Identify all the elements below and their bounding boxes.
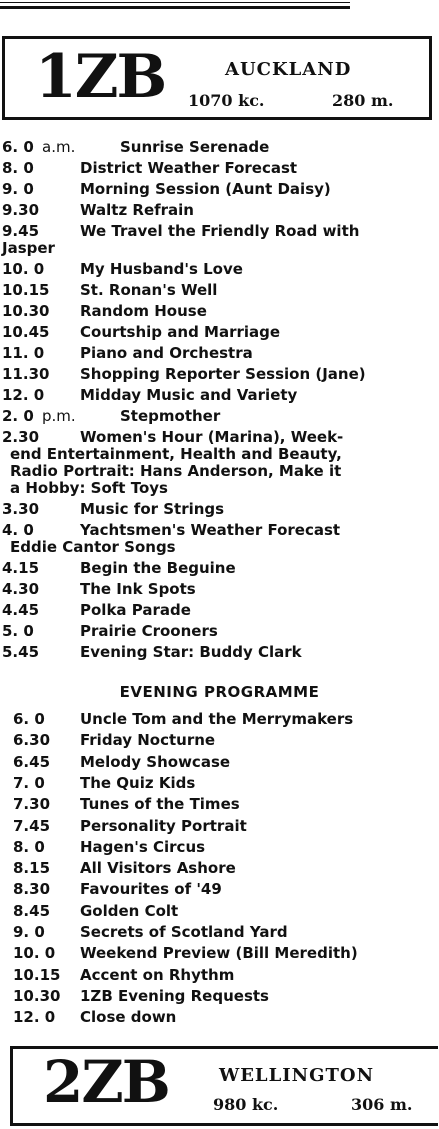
schedule-programme-continued: end Entertainment, Health and Beauty,: [10, 445, 342, 463]
schedule-programme-continued: Eddie Cantor Songs: [10, 538, 176, 556]
schedule-programme: Polka Parade: [80, 601, 191, 619]
schedule-programme: St. Ronan's Well: [80, 281, 218, 299]
schedule-programme: Close down: [80, 1008, 177, 1027]
schedule-time: 8. 0: [2, 159, 34, 177]
schedule-programme: 1ZB Evening Requests: [80, 986, 269, 1005]
schedule-time: 12. 0: [2, 386, 45, 404]
schedule-time: 10.30: [2, 302, 50, 320]
schedule-time: 8.45: [13, 901, 51, 920]
schedule-time: 6.45: [13, 752, 51, 771]
schedule-programme: The Ink Spots: [80, 580, 196, 598]
schedule-time: 10. 0: [13, 944, 56, 963]
schedule-programme: Stepmother: [120, 407, 221, 425]
schedule-ampm: a.m.: [42, 138, 76, 156]
station-callsign: 2ZB: [43, 1048, 169, 1116]
schedule-programme: Friday Nocturne: [80, 731, 216, 750]
schedule-time: 4.15: [2, 559, 40, 577]
schedule-programme-continued: Jasper: [2, 239, 55, 257]
schedule-time: 6. 0: [13, 710, 45, 728]
schedule-time: 9.30: [2, 201, 40, 219]
schedule-programme: We Travel the Friendly Road with: [80, 222, 360, 240]
schedule-time: 4. 0: [2, 521, 34, 539]
schedule-programme: Evening Star: Buddy Clark: [80, 643, 302, 661]
station-city: AUCKLAND: [225, 59, 352, 80]
schedule-programme: Personality Portrait: [80, 816, 247, 835]
schedule-time: 10. 0: [2, 260, 45, 278]
schedule-time: 8.30: [13, 880, 51, 899]
station-frequency: 1070 kc.: [188, 91, 265, 110]
station-frequency: 980 kc.: [213, 1095, 279, 1114]
schedule-programme: Random House: [80, 302, 207, 320]
schedule-programme-continued: Radio Portrait: Hans Anderson, Make it: [10, 462, 342, 480]
schedule-time: 9.45: [2, 222, 40, 240]
schedule-time: 6.30: [13, 731, 51, 750]
schedule-programme: Courtship and Marriage: [80, 323, 281, 341]
evening-programme-heading: EVENING PROGRAMME: [119, 683, 320, 701]
schedule-time: 4.45: [2, 601, 40, 619]
schedule-time: 10.15: [2, 281, 50, 299]
schedule-time: 5.45: [2, 643, 40, 661]
station-wavelength: 280 m.: [332, 91, 394, 110]
schedule-time: 9. 0: [2, 180, 34, 198]
schedule-time: 11. 0: [2, 344, 45, 362]
schedule-time: 7. 0: [13, 773, 45, 792]
schedule-time: 8. 0: [13, 837, 45, 856]
schedule-programme: All Visitors Ashore: [80, 859, 236, 878]
top-rule: [0, 6, 350, 9]
schedule-programme-continued: a Hobby: Soft Toys: [10, 479, 168, 497]
schedule-time: 4.30: [2, 580, 40, 598]
station-city: WELLINGTON: [219, 1065, 375, 1086]
schedule-programme: Accent on Rhythm: [80, 965, 235, 984]
schedule-programme: Favourites of '49: [80, 880, 222, 899]
schedule-programme: Tunes of the Times: [80, 795, 240, 814]
schedule-programme: Women's Hour (Marina), Week-: [80, 428, 344, 446]
schedule-time: 8.15: [13, 859, 51, 878]
schedule-programme: Begin the Beguine: [80, 559, 236, 577]
schedule-programme: Morning Session (Aunt Daisy): [80, 180, 331, 198]
schedule-time: 3.30: [2, 500, 40, 518]
schedule-programme: Secrets of Scotland Yard: [80, 923, 288, 941]
schedule-time: 10.30: [13, 986, 61, 1005]
schedule-programme: Sunrise Serenade: [120, 138, 270, 156]
station-header-1zb: [2, 36, 432, 120]
schedule-programme: Melody Showcase: [80, 752, 231, 771]
schedule-time: 9. 0: [13, 923, 45, 941]
schedule-programme: Waltz Refrain: [80, 201, 194, 219]
schedule-programme: Midday Music and Variety: [80, 386, 298, 404]
schedule-programme: Golden Colt: [80, 901, 179, 920]
schedule-time: 7.30: [13, 795, 51, 814]
schedule-programme: Music for Strings: [80, 500, 225, 518]
schedule-programme: Prairie Crooners: [80, 622, 218, 640]
station-wavelength: 306 m.: [351, 1095, 413, 1114]
top-rule-thin: [0, 2, 350, 3]
station-callsign: 1ZB: [35, 42, 166, 112]
schedule-time: 12. 0: [13, 1008, 56, 1027]
schedule-time: 6. 0: [2, 138, 34, 156]
schedule-ampm: p.m.: [42, 407, 76, 425]
schedule-time: 10.45: [2, 323, 50, 341]
schedule-programme: Hagen's Circus: [80, 837, 206, 856]
schedule-programme: Yachtsmen's Weather Forecast: [80, 521, 341, 539]
schedule-time: 7.45: [13, 816, 51, 835]
station-header-2zb: [10, 1046, 438, 1126]
schedule-programme: The Quiz Kids: [80, 773, 196, 792]
schedule-time: 5. 0: [2, 622, 34, 640]
schedule-programme: Uncle Tom and the Merrymakers: [80, 710, 354, 728]
schedule-programme: Piano and Orchestra: [80, 344, 253, 362]
schedule-programme: District Weather Forecast: [80, 159, 298, 177]
schedule-time: 2.30: [2, 428, 40, 446]
schedule-time: 10.15: [13, 965, 61, 984]
schedule-programme: Shopping Reporter Session (Jane): [80, 365, 366, 383]
schedule-time: 2. 0: [2, 407, 34, 425]
schedule-programme: Weekend Preview (Bill Meredith): [80, 944, 358, 963]
schedule-programme: My Husband's Love: [80, 260, 243, 278]
schedule-time: 11.30: [2, 365, 50, 383]
